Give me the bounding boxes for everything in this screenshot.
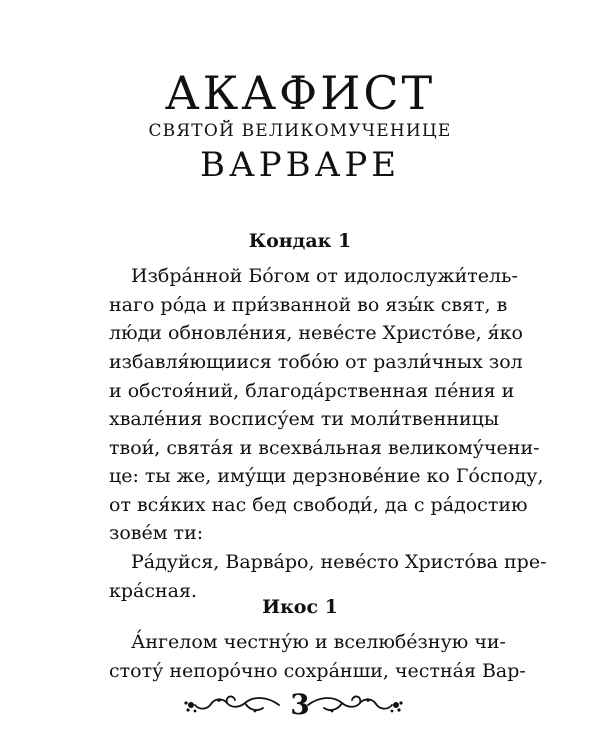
kondak-line: от вся́ких нас бед свободи́, да с ра́достию [109,494,528,516]
saint-name: ВАРВАРЕ [199,145,401,185]
kondak-line: це: ты же, иму́щи дерзнове́ние ко Го́споду, [109,465,544,487]
floral-ornament-icon [304,692,404,722]
kondak-line: хвале́ния воспису́ем ти моли́твенницы [109,408,499,430]
page-number: 3 [290,688,310,721]
kondak-line: твои́, свята́я и всехва́льная великому́чени- [109,437,540,459]
ikos-heading: Икос 1 [262,596,338,618]
kondak-line: избавля́ющиися тобо́ю от разли́чных зол [109,351,523,373]
kondak-line: наго ро́да и при́званной во язы́к свят, в [109,294,508,316]
refrain-line: Ра́дуйся, Варва́ро, неве́сто Христо́ва пре- [131,551,547,573]
kondak-line: зове́м ти: [109,522,204,544]
kondak-heading: Кондак 1 [248,230,352,252]
page-subtitle: СВЯТОЙ ВЕЛИКОМУЧЕНИЦЕ [148,121,452,141]
ikos-line: А́нгелом честну́ю и вселюбе́зную чи- [131,631,506,653]
page-title: АКАФИСТ [164,66,436,120]
refrain-line: кра́сная. [109,580,198,602]
ikos-line: стоту́ непоро́чно сохра́нши, честна́я Вар- [109,660,526,682]
page-footer [0,688,600,728]
kondak-line: и обстоя́ний, благода́рственная пе́ния и [109,380,515,402]
kondak-line: лю́ди обновле́ния, неве́сте Христо́ве, я́ко [109,322,523,344]
kondak-line: Избра́нной Бо́гом от идолослужи́тель- [131,265,518,287]
